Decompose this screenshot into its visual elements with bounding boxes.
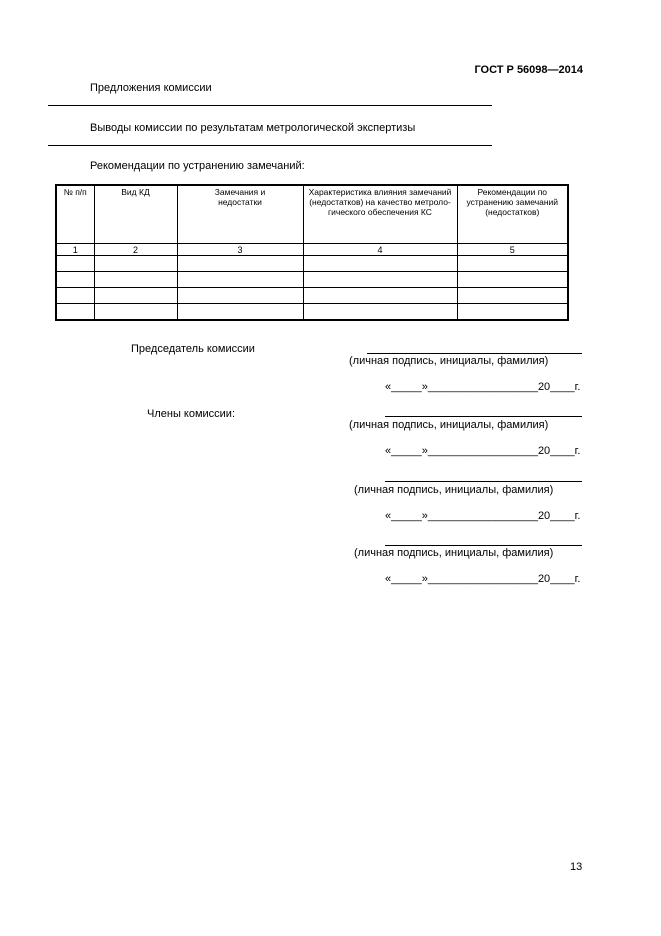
header-recommendations: Рекомендации по устранению замечаний (недостатков) — [457, 185, 568, 244]
column-number: 4 — [303, 244, 457, 256]
document-code: ГОСТ Р 56098—2014 — [474, 64, 583, 76]
table-row — [56, 304, 568, 321]
member-2-date-line: «_____»__________________20____г. — [385, 510, 581, 522]
member-1-signature-caption: (личная подпись, инициалы, фамилия) — [349, 419, 549, 431]
proposals-label: Предложения комиссии — [90, 82, 212, 94]
recommendations-label: Рекомендации по устранению замечаний: — [90, 160, 305, 172]
member-2-signature-caption: (личная подпись, инициалы, фамилия) — [354, 484, 554, 496]
table-row — [56, 272, 568, 288]
table-row — [56, 256, 568, 272]
table-column-numbers — [56, 244, 568, 256]
member-3-signature-caption: (личная подпись, инициалы, фамилия) — [354, 547, 554, 559]
chairman-signature-caption: (личная подпись, инициалы, фамилия) — [349, 355, 549, 367]
proposals-line — [48, 105, 492, 106]
chairman-signature-line — [367, 353, 582, 354]
column-number: 1 — [56, 244, 94, 256]
chairman-label: Председатель комиссии — [131, 343, 255, 355]
member-3-signature-line — [385, 545, 582, 546]
chairman-date-line: «_____»__________________20____г. — [385, 381, 581, 393]
header-remarks: Замечания и недостатки — [177, 185, 303, 244]
table-row — [56, 288, 568, 304]
members-label: Члены комиссии: — [147, 408, 236, 420]
member-2-signature-line — [385, 481, 582, 482]
conclusions-label: Выводы комиссии по результатам метрологической экспертизы — [90, 122, 416, 134]
column-number: 3 — [177, 244, 303, 256]
header-kd-type: Вид КД — [94, 185, 177, 244]
page-number: 13 — [570, 861, 583, 873]
conclusions-line — [48, 145, 492, 146]
column-number: 5 — [457, 244, 568, 256]
table-header-row — [56, 185, 568, 244]
member-3-date-line: «_____»__________________20____г. — [385, 573, 581, 585]
column-number: 2 — [94, 244, 177, 256]
recommendations-table — [55, 184, 569, 321]
header-impact: Характеристика влияния замечаний (недостатков) на качество метроло-гического обеспечения КС — [303, 185, 457, 244]
header-number: № п/п — [56, 185, 94, 244]
member-1-signature-line — [385, 416, 582, 417]
member-1-date-line: «_____»__________________20____г. — [385, 445, 581, 457]
